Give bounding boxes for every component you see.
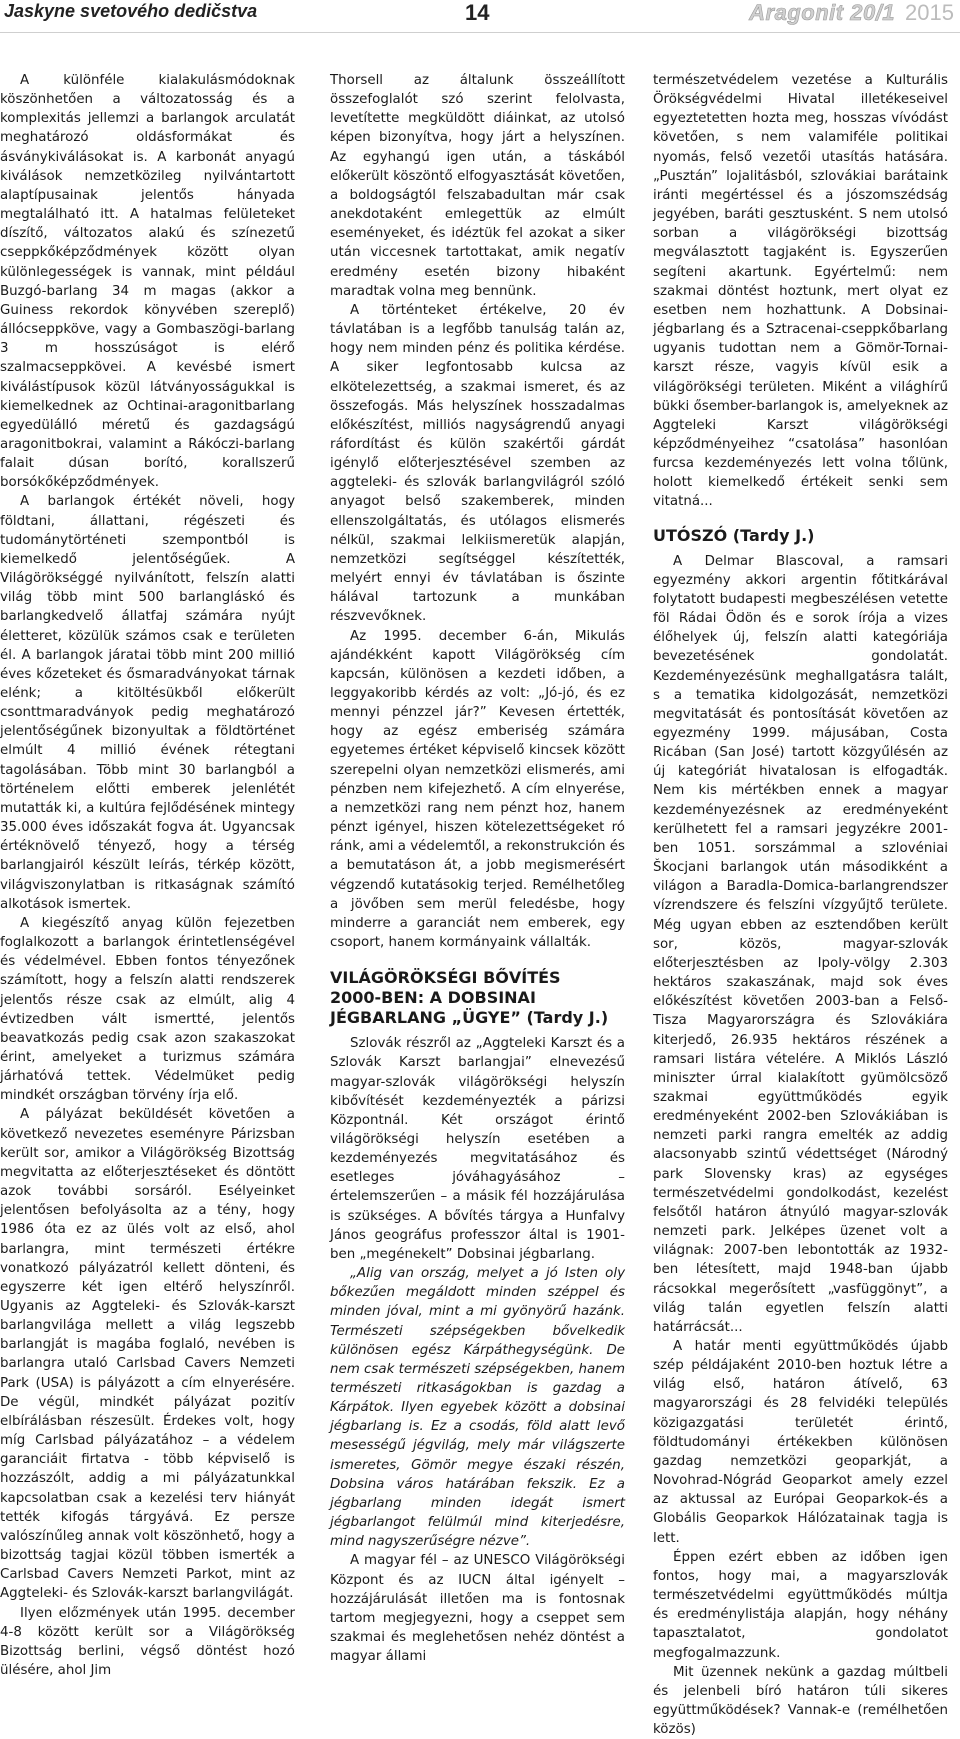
body-paragraph: Szlovák részről az „Aggteleki Karszt és a Szlovák Karszt barlangjai” elnevezésű magyar-szlovák világörökségi helyszín kibővítését kezdeményezték a párizsi Központnál. Két országot érintő világörökségi helyszín esetében a kezdeményezés megvitatásához és esetleges jóváhagyásához – értelemszerűen – a másik fél hozzájárulása is szükséges. A bővítés tárgya a Hunfalvy János geográfus professzor által is 1901-ben „megénekelt” Dobsinai jégbarlang. [330, 1036, 625, 1262]
body-paragraph: Az 1995. december 6-án, Mikulás ajándékként kapott Világörökség cím kapcsán, különösen a kezdeti időben, a leggyakoribb kérdés az volt: „Jó-jó, és ez mennyi pénzzel jár?” Kevesen értették, hogy az egész emberiség számára egyetemes értéket képviselő kincsek között szerepelni olyan nemzetközi elismerés, ami pénzben nem kifejezhető. A cím elnyerése, a nemzetközi rang nem pénzt hoz, hanem pénzt igényel, hiszen kötelezettségeket ró ránk, ami a védelemtől, a rekonstrukción és a bemutatáson át, a jobb megismerésért végzendő kutatásokig terjed. Remélhetőleg a jövőben sem merül feledésbe, hogy minderre a garanciát nem emberek, egy csoport, hanem kormányaink vállalták. [330, 628, 625, 951]
magazine-title: Aragonit 20/1 [749, 0, 896, 25]
body-paragraph: A magyar fél – az UNESCO Világörökségi Központ és az IUCN által igényelt – hozzájárulását illetően ma is fontosnak tartom megjegyezni, hogy a cseppet sem szakmai és meglehetősen nehéz döntést a magyar állami [330, 1553, 625, 1665]
section-heading: UTÓSZÓ (Tardy J.) [653, 525, 815, 545]
section-heading [330, 968, 625, 1028]
section-heading-line: 2000-BEN: A DOBSINAI [330, 988, 536, 1008]
quote-paragraph: „Alig van ország, melyet a jó Isten oly bőkezűen megáldott minden széppel és minden jóval, mint a mi gyönyörű hazánk. Természeti szépségekben bővelkedik különösen egész Kárpáthegységünk. De nem csak természeti szépségekben, hanem természeti ritkaságokban is gazdag a Kárpátok. Ilyen egyebek között a dobsinai jégbarlang is. Ez a csodás, föld alatt levő mesességű jégvilág, mely már világszerte ismeretes, Gömör megye északi részén, Dobsina város határában fekszik. Ez a jégbarlang minden idegát ismert jégbarlangot felülmúl mind kiterjedésre, mind nagyszerűségre nézve”. [330, 1266, 625, 1550]
text-column-2 [330, 71, 625, 1666]
header-rule [0, 32, 960, 33]
body-paragraph: A határ menti együttműködés újabb szép példájaként 2010-ben hoztuk létre a világ első, határon átívelő, 63 magyarországi és 28 felvidéki település közigazgatási területét érintő, földtudományi értékekben különösen gazdag nemzetközi geoparkját, a Novohrad-Nógrád Geoparkot amely ezzel az aktussal az Európai Geoparkok-és a Globális Geoparkok Hálózatainak tagja is lett. [653, 1339, 948, 1546]
section-heading-line: VILÁGÖRÖKSÉGI BŐVÍTÉS [330, 968, 561, 988]
body-paragraph: természetvédelem vezetése a Kulturális Örökségvédelmi Hivatal illetékeseivel egyeztetetten hozta meg, hosszas vívódást követően, s nem valamiféle politikai nyomás, felső vezetői utasítás hatására. „Pusztán” lojalitásból, szlovákiai barátaink iránti megértéssel és a jószomszédság jegyében, baráti gesztusként. S nem utolsó sorban a világörökségi bizottság megválasztott tagjaként is. Egyszerűen segíteni akartunk. Egyértelmű: nem szakmai döntést hoztunk, mert olyat ez esetben nem hozhattunk. A Dobsinai-jégbarlang és a Sztracenai-cseppkőbarlang ugyanis tudottan nem a Gömör-Tornai-karszt része, vagyis kívül esik a világörökségi területen. Miként a világhírű bükki ősember-barlangok is, amelyeknek az Aggteleki Karszt világörökségi képződményeihez “csatolása” hasonlóan furcsa kezdeményezés lett volna tőlünk, holott kiemelkedő értékeit senki sem vitatná... [653, 73, 948, 510]
magazine-issue [749, 0, 954, 26]
page-header [0, 0, 960, 30]
body-paragraph: A történteket értékelve, 20 év távlatában is a legfőbb tanulság talán az, hogy nem minden pénz és politika kérdése. A siker legfontosabb kulcsa az elkötelezettség, a szakmai ismeret, és az összefogás. Más helyszínek hosszadalmas előkészítést, milliós nagyságrendű anyagi ráfordítást és külön szakértői gárdát igénylő előterjesztésével szemben az aggteleki- és szlovák barlangvilágról szóló anyagot belső szakemberek, minden ellenszolgáltatás, és utólagos elismerés nélkül, szakmai lelkiismeretük alapján, nemzetközi segítséggel készítették, melyért ennyi év távlatában is őszinte hálával tartozunk a munkában részvevőknek. [330, 302, 625, 625]
body-paragraph: Thorsell az általunk összeállított összefoglalót szó szerint felolvasta, levetítette megküldött diáinkat, az utolsó képen bizonyítva, hogy járt a helyszínen. Az egyhangú igen után, a táskából előkerült köszöntő elfogyasztását követően, a boldogságtól felszabadultan már csak anekdotaként emlegettük az elmúlt eseményeket, és idéztük fel azokat a siker után viccesnek tartottakat, amik negatív eredmény esetén bizony hibaként maradtak volna meg bennünk. [330, 73, 625, 299]
page-number: 14 [465, 0, 490, 25]
text-column-1 [0, 71, 295, 1680]
body-paragraph: A barlangok értékét növeli, hogy földtani, állattani, régészeti és tudománytörténeti szempontból is kiemelkedő jelentőségűek. A Világörökséggé nyilvánított, felszín alatti világ több mint 500 barlangláskó és barlangkedvelő állatfaj számára nyújt életteret, közülük számos csak e területen él. A barlangok járatai több mint 200 millió éves kőzeteket és ősmaradványokat tárnak elénk; a kitöltésükből előkerült csonttmaradványok pedig meghatározó jelentőségűnek bizonyultak a földtörténet elmúlt 4 millió évének rétegtani tagolásában. Több mint 30 barlangból a történelem előtti emberek jelenlétét mutatták ki, a kultúra fejlődésének mintegy 35.000 éves időszakát fogva át. Ugyancsak értéknövelő tényező, hogy a térség barlangjairól készült leírás, térkép között, világviszonylatban is ritkaságnak számító alkotások ismertek. [0, 494, 295, 912]
magazine-year: 2015 [905, 0, 954, 25]
body-paragraph: A Delmar Blascoval, a ramsari egyezmény akkori argentin főtitkárával folytatott budapesti megbeszélésen vetette föl Rádai Ödön és e sorok írója a vizes élőhelyek új, felszín alatti kategóriája bevezetésének gondolatát. Kezdeményezésünk meghallgatásra talált, s a tematika kidolgozását, nemzetközi megvitatását és pontosítását követően az egyezmény 1999. májusában, Costa Ricában (San José) tartott közgyűlésén az új kategóriát hivatalosan is elfogadták. Nem kis mértékben ennek a magyar kezdeményezésnek az eredményeként kerülhetett fel a ramsari jegyzékre 2001-ben 1051. sorszámmal a szlovéniai Škocjani barlangok után másodikként a világon a Baradla-Domica-barlangrendszer vízrendszere és felszíni vízgyűjtő területe. Még ugyan ebben az esztendőben került sor, közös, magyar-szlovák előterjesztésben az Ipoly-völgy 2.303 hektáros szakaszának, majd sok éves előkészítést követően 2003-ban a Felső-Tisza Magyarországra és Szlovákiára kiterjedő, 26.935 hektáros részének a ramsari listára vételére. A Miklós László miniszter úrral kialakított gyümölcsöző szakmai együttműködés egyik eredményeként 2002-ben Szlovákiában is nemzeti parki rangra emelték az addig alacsonyabb szintű védettséget (Národný park Slovensky kras) az egységes természetvédelmi gondolkodást, kezelést felsőtől határon átnyúló magyar-szlovák nemzeti park. Jelképes üzenet volt a világnak: 2007-ben lebontották az 1932-ben létesített, majd 1948-ban újabb rácsokkal megerősített „vasfüggönyt”, a világ talán egyetlen felszín alatti határrácsát... [653, 553, 948, 1335]
body-paragraph: A pályázat beküldését követően a következő nevezetes eseményre Párizsban került sor, amikor a Világörökség Bizottság megvitatta az előterjesztéseket és döntött azok további sorsáról. Esélyeinket jelentősen befolyásolta az a tény, hogy 1986 óta ez az ülés volt az első, ahol barlangra, mint természeti értékre vonatkozó pályázatról kellett dönteni, és egyszerre két igen eltérő helyszínről. Ugyanis az Aggteleki- és Szlovák-karszt barlangvilága mellett a világ legszebb barlangját is magába foglaló, nevében is barlangra utaló Carlsbad Cavers Nemzeti Park (USA) is pályázott a cím elnyerésére. De végül, mindkét pályázat pozitív elbírálásban részesült. Érdekes volt, hogy míg Carlsbad pályázatához – a védelem garanciáit firtatva - több képviselő is hozzászólt, addig a mi pályázatunkkal kapcsolatban csak a kezelési terv hiányát tették kifogás tárgyává. Ez persze valószínűleg annak volt köszönhető, hogy a bizottság tagjai közül többen ismerték a Carlsbad Cavers Nemzeti Parkot, mint az Aggteleki- és Szlovák-karszt barlangvilágát. [0, 1107, 295, 1602]
body-paragraph: A kiegészítő anyag külön fejezetben foglalkozott a barlangok érintetlenségével és védelmével. Ebben fontos tényezőnek számított, hogy a felszín alatti rendszerek jelentős része csak az elmúlt, alig 4 évtizedben vált ismertté, jelentős beavatkozás pedig csak azon szakaszokat érint, amelyeket a turizmus számára járhatóvá tettek. Védelmüket pedig mindkét országban törvény írja elő. [0, 915, 295, 1104]
body-paragraph: A különféle kialakulásmódoknak köszönhetően a változatosság és a komplexitás jellemzi a barlangok arculatát meghatározó oldásformákat és ásványkiválásokat is. A karbonát anyagú kiválások nemzetközileg nyilvántartott alaptípusainak jelentős hányada megtalálható itt. A hatalmas felületeket díszítő, változatos alakú és színezetű cseppkőképződmények között olyan különlegességek is vannak, mint például Buzgó-barlang 34 m magas (akkor a Guiness rekordok könyvében szereplő) állócseppköve, vagy a Gombaszögi-barlang 3 m hosszúságot is elérő szalmacseppkövei. A kevésbé ismert kiválástípusok közül látványosságukkal is kiemelkednek az Ochtinai-aragonitbarlang egyedülálló méretű és gazdagságú aragonitbokrai, valamint a Rákóczi-barlang falait dúsan borító, korallszerű borsókőképződmények. [0, 73, 295, 491]
body-paragraph: Éppen ezért ebben az időben igen fontos, hogy mai, a magyarszlovák természetvédelmi együttműködés múltja és eredménylistája alapján, hogy néhány tapasztalatot, gondolatot megfogalmazzunk. [653, 1549, 948, 1661]
section-heading-line: JÉGBARLANG „ÜGYE” (Tardy J.) [330, 1008, 609, 1028]
body-paragraph: Mit üzennek nekünk a gazdag múltbeli és jelenbeli bíró határon túli sikeres együttműködések? Vannak-e (remélhetően közös) [653, 1664, 948, 1738]
text-column-3 [653, 71, 948, 1739]
body-paragraph: Ilyen előzmények után 1995. december 4-8 között került sor a Világörökség Bizottság berlini, végső döntést hozó ülésére, ahol Jim [0, 1605, 295, 1678]
running-section-title: Jaskyne svetového dedičstva [4, 1, 258, 21]
